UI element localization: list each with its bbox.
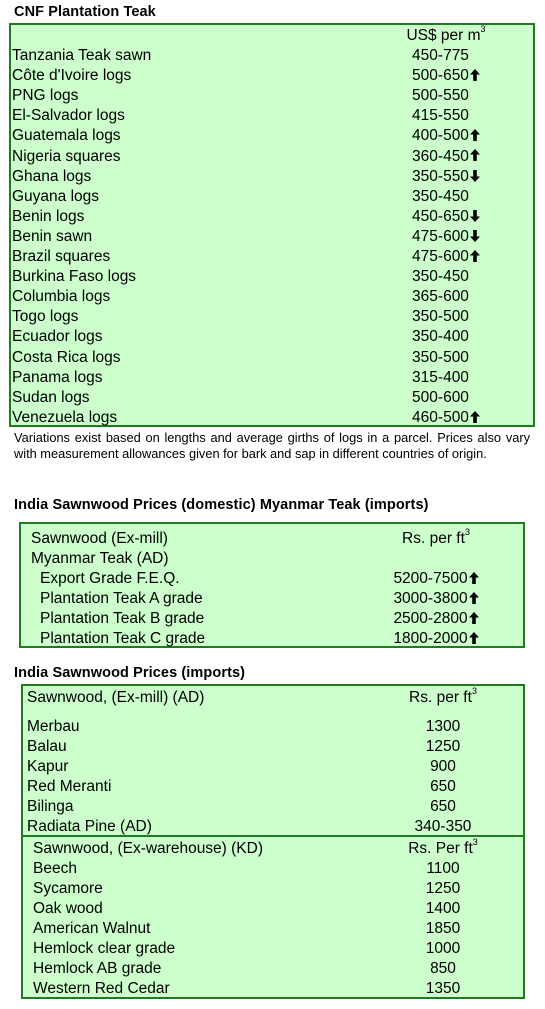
arrow-up-icon [470,250,480,262]
row-name: Benin logs [12,207,85,225]
row-value [368,879,518,899]
row-value [368,717,518,737]
group-label-myanmar-teak: Myanmar Teak (AD) [31,550,169,567]
row-value [361,227,531,247]
row-name: Guatemala logs [12,127,121,145]
column-header-sawnwood-ex-mill: Sawnwood, (Ex-mill) (AD) [27,689,205,706]
table-row [11,86,533,106]
table-row [23,959,523,979]
unit-header: Rs. per $ft^3$ [409,686,477,706]
row-value-text: 1250 [425,738,461,755]
row-value-text: 360-450 [412,147,469,165]
table-row [23,797,523,817]
row-value-text: 500-650 [412,67,469,85]
row-name: Kapur [27,758,69,775]
arrow-up-icon [469,572,479,584]
row-value [361,106,531,126]
row-value-text: 475-600 [412,248,469,265]
section-title-india-domestic-myanmar: India Sawnwood Prices (domestic) Myanmar Teak (imports) [14,497,429,513]
row-name: Columbia logs [12,288,111,306]
row-name: Plantation Teak B grade [40,610,205,627]
row-name: Ecuador logs [12,328,103,346]
row-value [361,569,511,589]
unit-header: Rs. Per $ft^3$ [408,837,478,857]
imports-ex-mill-table [21,684,525,838]
row-name: Plantation Teak A grade [40,590,203,607]
row-name: Burkina Faso logs [12,268,137,286]
row-value-text: 450-775 [412,47,469,64]
table-row [23,879,523,899]
row-name: Radiata Pine (AD) [27,818,152,835]
row-name: Benin sawn [12,227,93,245]
row-name: American Walnut [33,920,151,937]
row-value-text: 350-450 [412,268,469,286]
row-value [368,859,518,879]
row-name: Beech [33,860,77,877]
table-header [11,26,533,46]
row-value [368,797,518,817]
row-value-text: 1100 [426,860,460,877]
row-name: Ghana logs [12,167,92,185]
row-value [361,86,531,106]
row-name: Sudan logs [12,388,90,406]
section-title-cnf-plantation-teak: CNF Plantation Teak [14,4,156,20]
row-value [361,46,531,66]
row-value-text: 350-550 [412,167,469,185]
row-value [361,126,531,146]
row-value [361,66,531,86]
row-name: Guyana logs [12,187,100,205]
row-value [361,348,531,368]
table-row [11,126,533,146]
table-row [11,227,533,247]
table-row [23,919,523,939]
row-value-text: 1350 [425,980,461,997]
table-row [21,629,523,649]
table-row [11,348,533,368]
unit-header: US$ per $m^3$ [406,24,486,44]
table-row [11,187,533,207]
table-row [23,899,523,919]
row-value [368,757,518,777]
table-row [11,46,533,66]
row-name: Export Grade F.E.Q. [40,570,180,587]
row-value [361,408,531,428]
row-value-text: 350-450 [412,187,469,205]
row-value [368,777,518,797]
row-value [361,609,511,629]
row-value-text: 3000-3800 [393,590,468,607]
row-name: Hemlock AB grade [33,960,162,977]
arrow-down-icon [470,230,480,242]
row-value [368,919,518,939]
table-header [23,839,523,859]
arrow-up-icon [470,69,480,81]
row-name: PNG logs [12,87,79,105]
row-name: Togo logs [12,308,79,326]
row-value [361,267,531,287]
row-value-text: 5200-7500 [393,570,468,587]
row-value [368,979,518,999]
row-name: Brazil squares [12,248,111,265]
row-value-text: 475-600 [412,227,469,245]
row-value-text: 500-550 [412,87,469,105]
row-value-text: 315-400 [412,368,469,386]
row-value-text: 500-600 [412,388,469,406]
row-value [368,737,518,757]
row-value [368,939,518,959]
row-name: Red Meranti [27,778,112,795]
row-name: Bilinga [27,798,74,815]
table-row [11,147,533,167]
arrow-up-icon [470,411,480,423]
row-value-text: 1000 [425,940,461,957]
row-value [368,899,518,919]
unit-header: Rs. per $ft^3$ [402,527,470,547]
row-value-text: 1300 [425,718,461,735]
row-value-text: 460-500 [412,408,469,426]
myanmar-teak-table [19,522,525,648]
table-row [11,247,533,267]
table-row [11,307,533,327]
row-value-text: 1250 [425,880,461,897]
column-header-sawnwood: Sawnwood (Ex-mill) [31,530,168,547]
row-value [361,287,531,307]
row-name: Oak wood [33,900,103,917]
table-row [11,287,533,307]
arrow-up-icon [470,129,480,141]
table-row [23,757,523,777]
row-name: Tanzania Teak sawn [12,47,152,64]
table-row [11,106,533,126]
row-value-text: 650 [430,798,456,815]
row-value-text: 340-350 [414,818,472,835]
column-header-sawnwood-ex-warehouse: Sawnwood, (Ex-warehouse) (KD) [33,840,264,857]
table-row [23,817,523,837]
row-value [368,817,518,837]
table-row [11,66,533,86]
arrow-up-icon [470,149,480,161]
row-name: Western Red Cedar [33,980,170,997]
table-header [21,529,523,549]
row-name: Merbau [27,718,80,735]
table-row [23,737,523,757]
arrow-up-icon [469,632,479,644]
row-value [361,368,531,388]
table-row [21,569,523,589]
row-value-text: 350-400 [412,328,469,346]
row-value-text: 1850 [425,920,461,937]
row-value-text: 650 [430,778,456,795]
row-name: Plantation Teak C grade [40,630,206,647]
row-name: Balau [27,738,67,755]
table-row [23,717,523,737]
row-name: Côte d'Ivoire logs [12,67,132,85]
row-value-text: 1800-2000 [393,630,468,647]
group-label [21,549,523,569]
section-title-india-imports: India Sawnwood Prices (imports) [14,665,246,681]
table-row [11,388,533,408]
row-value-text: 400-500 [412,127,469,145]
row-value-text: 1400 [425,900,461,917]
table-row [23,859,523,879]
row-value [361,388,531,408]
variation-note: Variations exist based on lengths and average girths of logs in a parcel. Prices also vary with measurement allowances given for bark and sap in different countries of origin. [14,430,530,461]
row-value [361,589,511,609]
row-name: Hemlock clear grade [33,940,176,957]
arrow-up-icon [469,592,479,604]
arrow-down-icon [470,210,480,222]
table-row [11,207,533,227]
imports-ex-warehouse-table [21,835,525,999]
row-value-text: 415-550 [412,107,469,125]
row-value-text: 350-500 [412,308,469,326]
row-value [361,167,531,187]
table-row [21,609,523,629]
row-value [361,147,531,167]
cnf-plantation-teak-table [9,23,535,427]
row-name: Panama logs [12,368,103,386]
row-value [361,207,531,227]
table-row [11,408,533,428]
table-row [23,939,523,959]
row-value-text: 450-650 [412,207,469,225]
row-name: Nigeria squares [12,147,121,165]
table-row [23,777,523,797]
row-value [361,247,531,267]
row-name: Venezuela logs [12,408,118,426]
row-value [368,959,518,979]
table-row [11,167,533,187]
row-name: Sycamore [33,880,103,897]
row-value [361,327,531,347]
arrow-down-icon [470,170,480,182]
table-header [23,688,523,708]
row-name: Costa Rica logs [12,348,121,366]
table-row [23,979,523,999]
row-value [361,307,531,327]
arrow-up-icon [469,612,479,624]
row-value-text: 850 [430,960,456,977]
row-name: El-Salvador logs [12,107,125,125]
table-row [11,327,533,347]
row-value [361,629,511,649]
table-row [21,589,523,609]
row-value-text: 900 [430,758,456,775]
row-value-text: 365-600 [412,288,469,306]
row-value-text: 350-500 [412,348,469,366]
table-row [11,267,533,287]
row-value-text: 2500-2800 [393,610,468,627]
table-row [11,368,533,388]
row-value [361,187,531,207]
